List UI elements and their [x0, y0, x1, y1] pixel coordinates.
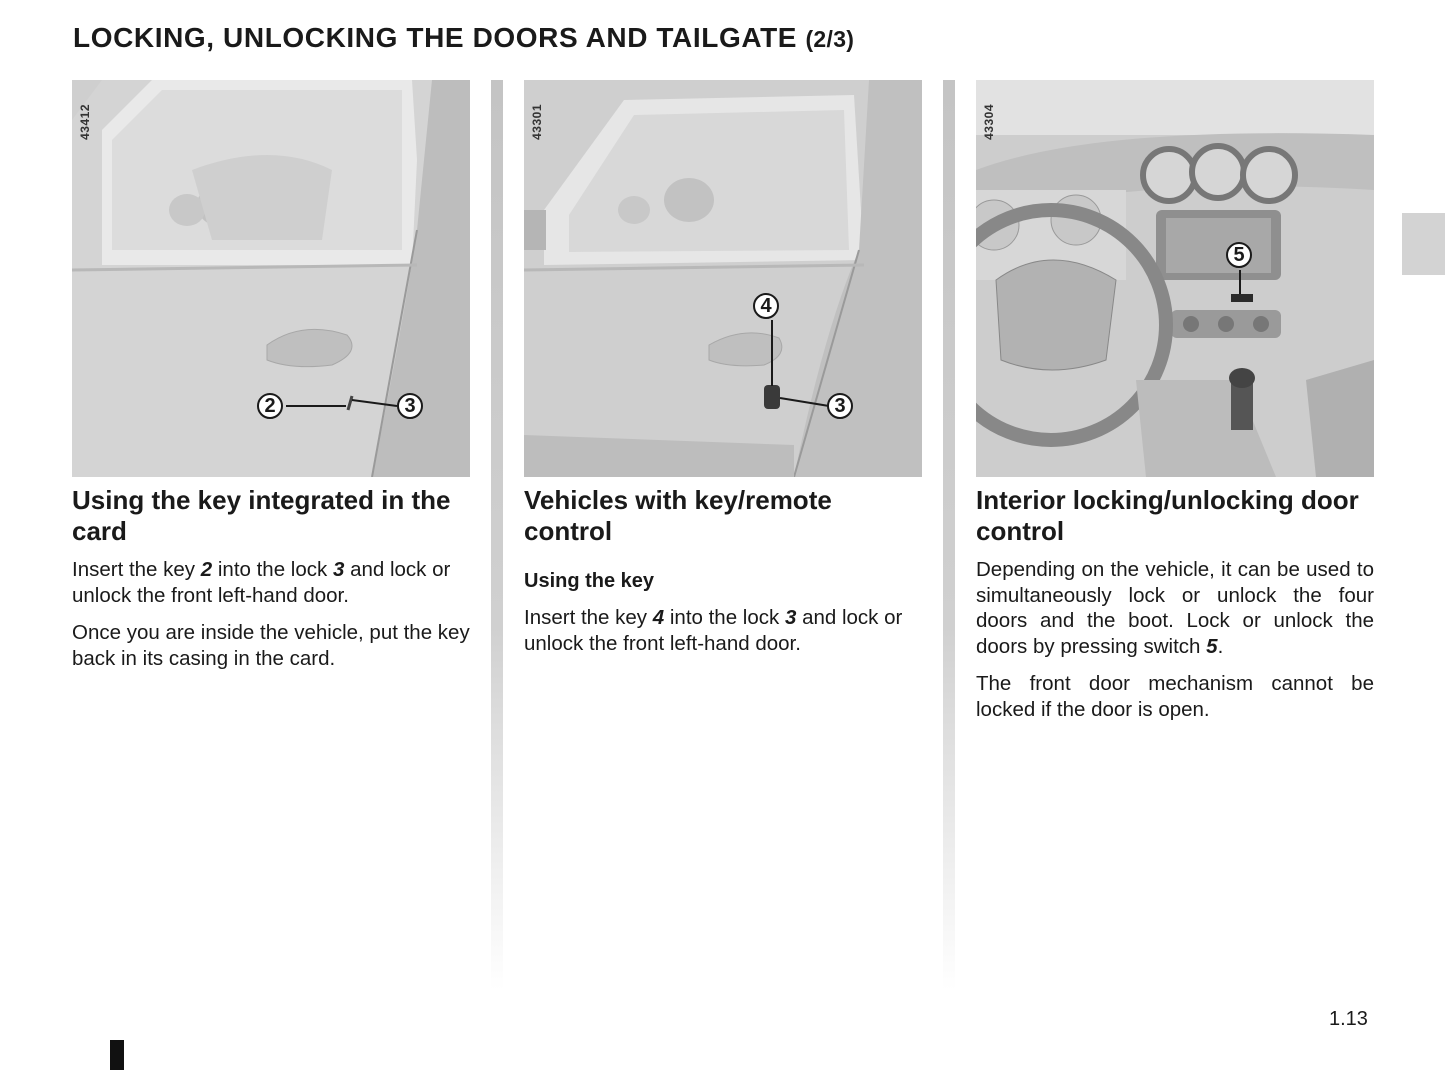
figure-code: 43304 — [982, 104, 996, 140]
paragraph: The front door mechanism cannot be locked if the door is open. — [976, 672, 1374, 721]
ref-lock: 3 — [332, 558, 345, 581]
paragraph: Depending on the vehicle, it can be used to simultaneously lock or unlock the four doors and the boot. Lock or unlock the doors by pressing switch 5. — [976, 558, 1374, 658]
section-heading: Vehicles with key/remote control — [524, 485, 832, 546]
ref-switch: 5 — [1206, 634, 1218, 658]
ref-key: 4 — [652, 606, 665, 629]
ref-key: 2 — [200, 558, 213, 581]
page-title-text: LOCKING, UNLOCKING THE DOORS AND TAILGATE — [73, 22, 798, 53]
dashboard-illustration — [976, 80, 1374, 477]
paragraph: Insert the key 4 into the lock 3 and lock or unlock the front left-hand door. — [524, 606, 903, 655]
callout-lock: 3 — [827, 393, 853, 419]
page-title-part: (2/3) — [805, 26, 855, 52]
page-title — [73, 22, 854, 54]
paragraph: Insert the key 2 into the lock 3 and lock or unlock the front left-hand door. — [72, 558, 451, 607]
ref-lock: 3 — [784, 606, 797, 629]
column-remote-control — [524, 80, 922, 656]
figure-code: 43412 — [78, 104, 92, 140]
column-separator — [943, 80, 955, 990]
car-door-drawing — [524, 80, 922, 477]
section-subheading: Using the key — [524, 570, 655, 592]
door-lock-illustration — [524, 80, 922, 477]
figure-code: 43301 — [530, 104, 544, 140]
callout-key: 2 — [257, 393, 283, 419]
callout-key: 4 — [753, 293, 779, 319]
section-heading: Interior locking/unlocking door control — [976, 485, 1359, 546]
dashboard-drawing — [976, 80, 1374, 477]
callout-lock: 3 — [397, 393, 423, 419]
column-interior-control — [976, 80, 1374, 722]
column-separator — [491, 80, 503, 990]
door-lock-illustration — [72, 80, 470, 477]
chapter-tab — [1402, 213, 1445, 275]
column-key-card — [72, 80, 470, 671]
page-number: 1.13 — [1329, 1008, 1368, 1030]
paragraph: Once you are inside the vehicle, put the key back in its casing in the card. — [72, 621, 470, 670]
print-mark — [110, 1040, 124, 1070]
section-heading: Using the key integrated in the card — [72, 485, 451, 546]
callout-switch: 5 — [1226, 242, 1252, 268]
